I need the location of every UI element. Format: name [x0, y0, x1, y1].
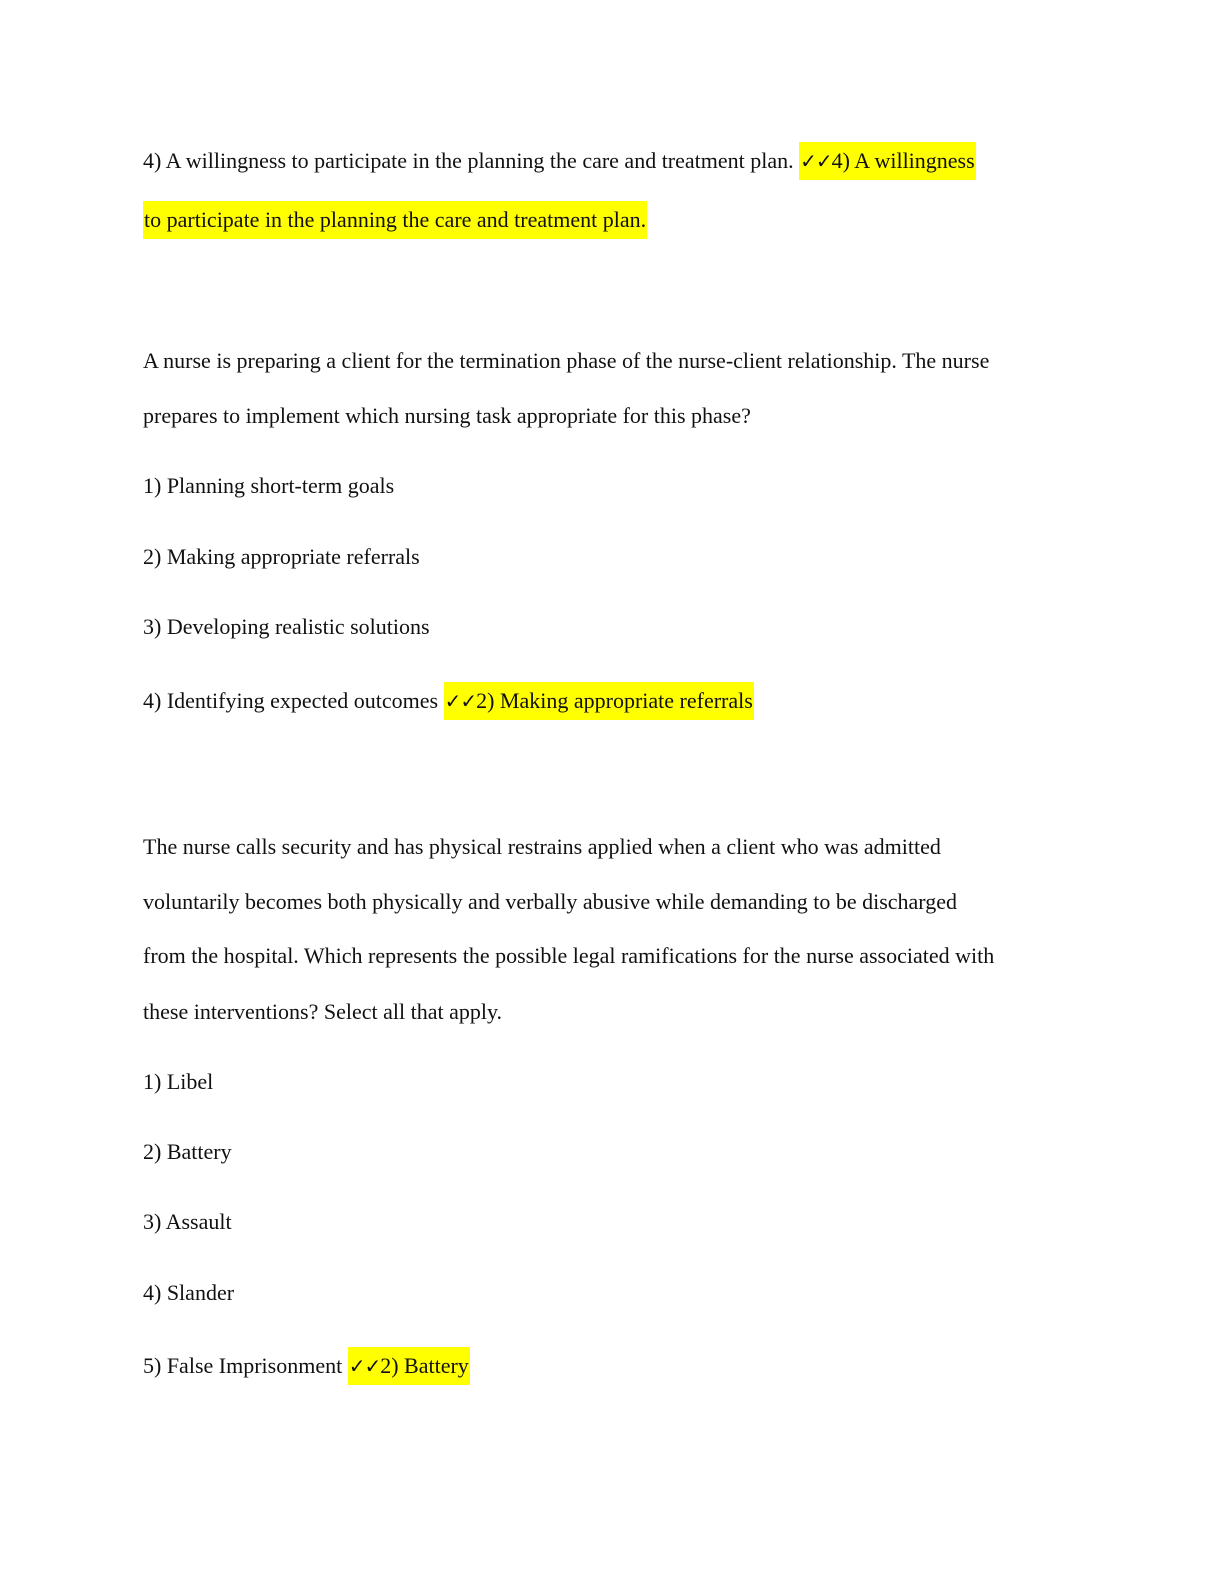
question-3-option-5: 5) False Imprisonment	[143, 1353, 343, 1378]
question-3-answer: 2) Battery	[380, 1353, 469, 1378]
question-3-option-4: 4) Slander	[143, 1280, 235, 1305]
question-2-stem-line-1: A nurse is preparing a client for the termination phase of the nurse-client relationship. The nurse	[143, 348, 990, 373]
question-2-highlighted-answer	[444, 682, 754, 720]
question-2-option-2: 2) Making appropriate referrals	[143, 544, 420, 569]
check-mark-icon: ✓✓	[348, 1354, 381, 1378]
previous-answer-line-2	[143, 209, 647, 231]
question-2-stem-line-2: prepares to implement which nursing task appropriate for this phase?	[143, 403, 751, 428]
question-3-option-5-row	[143, 1355, 470, 1377]
question-2-option-1: 1) Planning short-term goals	[143, 473, 395, 498]
check-mark-icon: ✓✓	[444, 689, 477, 713]
previous-answer-line-1	[143, 150, 976, 172]
question-3-stem-line-4: these interventions? Select all that apply.	[143, 999, 503, 1024]
question-3-stem-line-3: from the hospital. Which represents the possible legal ramifications for the nurse associated with	[143, 943, 995, 968]
question-3-option-3: 3) Assault	[143, 1209, 232, 1234]
check-mark-icon: ✓✓	[800, 149, 832, 173]
question-3-option-1: 1) Libel	[143, 1069, 214, 1094]
answer-text: 4) A willingness	[831, 148, 975, 173]
question-2-answer: 2) Making appropriate referrals	[476, 688, 753, 713]
option-4-text: 4) A willingness to participate in the planning the care and treatment plan.	[143, 148, 794, 173]
question-3-option-2: 2) Battery	[143, 1139, 232, 1164]
question-3-stem-line-1: The nurse calls security and has physical restrains applied when a client who was admitted	[143, 834, 941, 859]
question-3-stem-line-2: voluntarily becomes both physically and verbally abusive while demanding to be discharged	[143, 889, 957, 914]
question-3-highlighted-answer	[348, 1347, 470, 1385]
question-2-option-4-row	[143, 690, 754, 712]
highlighted-answer-continued: to participate in the planning the care and treatment plan.	[143, 201, 647, 239]
highlighted-answer	[799, 142, 976, 180]
question-2-option-4: 4) Identifying expected outcomes	[143, 688, 439, 713]
question-2-option-3: 3) Developing realistic solutions	[143, 614, 430, 639]
